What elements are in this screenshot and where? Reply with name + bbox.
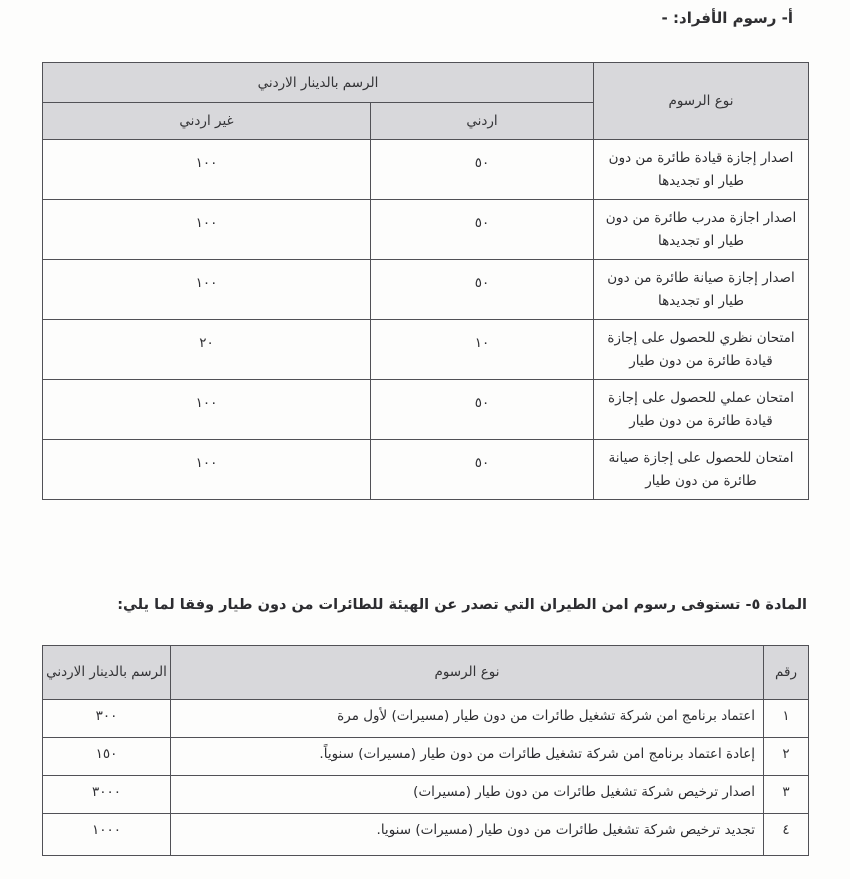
fee-value-cell: ١٠٠٠: [43, 814, 171, 856]
fee-type-cell: تجديد ترخيص شركة تشغيل طائرات من دون طيار (مسيرات) سنويا.: [171, 814, 764, 856]
row-number-cell: ٢: [764, 738, 809, 776]
col-header-fee-type: نوع الرسوم: [594, 63, 809, 140]
fee-type-cell: اصدار إجازة قيادة طائرة من دون طيار او تجديدها: [594, 140, 809, 200]
article-5-heading: المادة ٥- تستوفى رسوم امن الطيران التي تصدر عن الهيئة للطائرات من دون طيار وفقا لما يلي:: [117, 597, 807, 613]
row-number-cell: ٣: [764, 776, 809, 814]
table-row: [43, 260, 809, 320]
col-header-number: رقم: [764, 646, 809, 700]
fee-value-cell: ١٥٠: [43, 738, 171, 776]
fee-value-jordanian: ١٠: [371, 320, 594, 380]
table-row: [43, 700, 809, 738]
fee-value-cell: ٣٠٠: [43, 700, 171, 738]
col-header-fee-jd: الرسم بالدينار الاردني: [43, 646, 171, 700]
fee-value-jordanian: ٥٠: [371, 440, 594, 500]
row-number-cell: ١: [764, 700, 809, 738]
fee-type-cell: امتحان نظري للحصول على إجازة قيادة طائرة من دون طيار: [594, 320, 809, 380]
col-header-non-jordanian: غير اردني: [43, 103, 371, 140]
table-row: [43, 440, 809, 500]
table-row: [43, 380, 809, 440]
fee-type-cell: إعادة اعتماد برنامج امن شركة تشغيل طائرات من دون طيار (مسيرات) سنوياً.: [171, 738, 764, 776]
fee-value-jordanian: ٥٠: [371, 260, 594, 320]
fee-type-cell: اصدار اجازة مدرب طائرة من دون طيار او تجديدها: [594, 200, 809, 260]
fee-value-non-jordanian: ١٠٠: [43, 260, 371, 320]
col-header-fee-jd: الرسم بالدينار الاردني: [43, 63, 594, 103]
individual-fees-table: [42, 62, 809, 500]
table-row: [43, 776, 809, 814]
row-number-cell: ٤: [764, 814, 809, 856]
fee-value-non-jordanian: ١٠٠: [43, 380, 371, 440]
fee-value-jordanian: ٥٠: [371, 380, 594, 440]
fee-value-non-jordanian: ١٠٠: [43, 200, 371, 260]
fee-type-cell: امتحان للحصول على إجازة صيانة طائرة من دون طيار: [594, 440, 809, 500]
fee-type-cell: اصدار ترخيص شركة تشغيل طائرات من دون طيار (مسيرات): [171, 776, 764, 814]
fee-value-non-jordanian: ٢٠: [43, 320, 371, 380]
col-header-fee-type: نوع الرسوم: [171, 646, 764, 700]
fee-value-jordanian: ٥٠: [371, 200, 594, 260]
section-a-title: أ- رسوم الأفراد: -: [661, 9, 793, 27]
fee-value-jordanian: ٥٠: [371, 140, 594, 200]
table-row: [43, 200, 809, 260]
table-row: [43, 814, 809, 856]
table-row: [43, 140, 809, 200]
fee-value-non-jordanian: ١٠٠: [43, 440, 371, 500]
security-fees-table: [42, 645, 809, 856]
col-header-jordanian: اردني: [371, 103, 594, 140]
fee-value-cell: ٣٠٠٠: [43, 776, 171, 814]
fee-type-cell: اصدار إجازة صيانة طائرة من دون طيار او تجديدها: [594, 260, 809, 320]
fee-type-cell: امتحان عملي للحصول على إجازة قيادة طائرة من دون طيار: [594, 380, 809, 440]
table-row: [43, 320, 809, 380]
table-row: [43, 738, 809, 776]
fee-type-cell: اعتماد برنامج امن شركة تشغيل طائرات من دون طيار (مسيرات) لأول مرة: [171, 700, 764, 738]
fee-value-non-jordanian: ١٠٠: [43, 140, 371, 200]
